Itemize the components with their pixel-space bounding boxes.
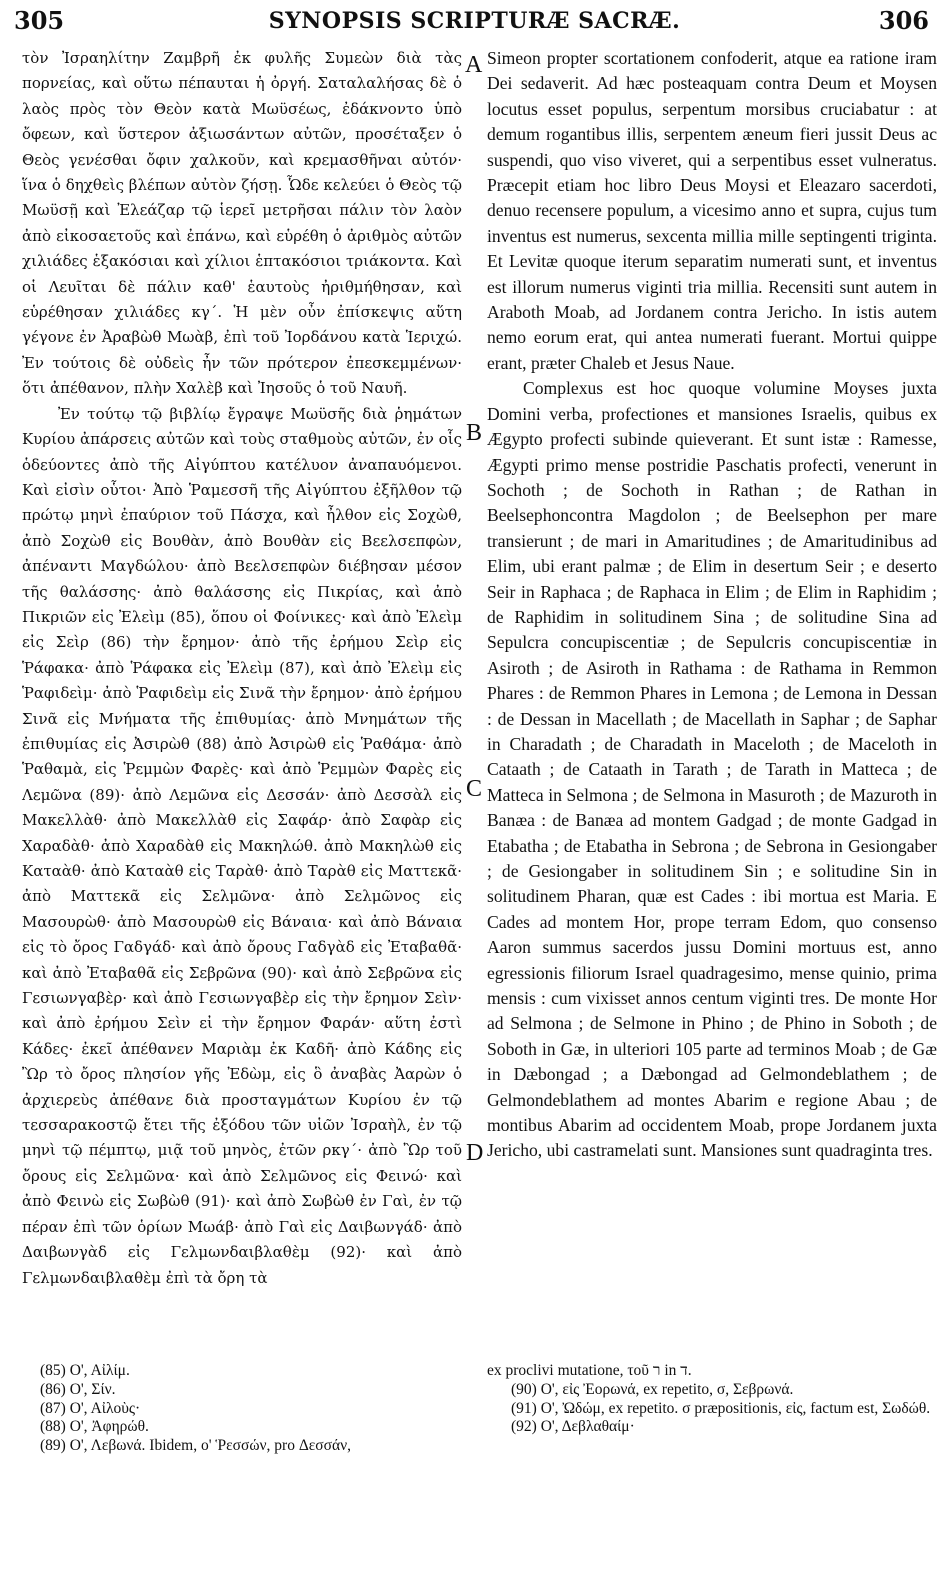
page-header — [0, 0, 949, 48]
greek-paragraph-2: Ἐν τούτῳ τῷ βιβλίῳ ἔγραψε Μωϋσῆς διὰ ῥημάτων Κυρίου ἀπάρσεις αὐτῶν καὶ τοὺς σταθμοὺς αὐτῶν, ἐν οἷς ὁδεύοντες ἀπὸ τῆς Αἰγύπτου κατέλυον ἀναπαυόμενοι. Καὶ εἰσὶν οὗτοι· Ἀπὸ Ῥαμεσσῆ τῆς Αἰγύπτου ἐξῆλθον τῷ πρώτῳ μηνὶ ἐπαύριον τοῦ Πάσχα, καὶ ἦλθον εἰς Σοχὼθ, ἀπὸ Σοχὼθ εἰς Βουθὰν, ἀπὸ Βουθὰν εἰς Βεελσεπφὼν, ἀπέναντι Μαγδώλου· ἀπὸ Βεελσεπφὼν διέβησαν μέσον τῆς θαλάσσης· ἀπὸ θαλάσσης εἰς Πικρίας, καὶ ἀπὸ Πικριῶν εἰς Ἐλεὶμ (85), ὅπου οἱ Φοίνικες· καὶ ἀπὸ Ἐλεὶμ εἰς Σεὶρ (86) τὴν ἔρημον· ἀπὸ τῆς ἐρήμου Σεὶρ εἰς Ῥάφακα· ἀπὸ Ῥάφακα εἰς Ἐλεὶμ (87), καὶ ἀπὸ Ἐλεὶμ εἰς Ῥαφιδεὶμ· ἀπὸ Ῥαφιδεὶμ εἰς Σινᾶ τὴν ἔρημον· ἀπὸ ἐρήμου Σινᾶ εἰς Μνήματα τῆς ἐπιθυμίας· ἀπὸ Μνημάτων τῆς ἐπιθυμίας εἰς Ἀσιρὼθ (88) ἀπὸ Ἀσιρὼθ εἰς Ῥαθάμα· ἀπὸ Ῥαθαμὰ, εἰς Ῥεμμὼν Φαρὲς· καὶ ἀπὸ Ῥεμμὼν Φαρὲς εἰς Λεμῶνα (89)· ἀπὸ Λεμῶνα εἰς Δεσσάν· ἀπὸ Δεσσὰλ εἰς Μακελλὰθ· ἀπὸ Μακελλὰθ εἰς Σαφάρ· ἀπὸ Σαφὰρ εἰς Χαραδὰθ· ἀπὸ Χαραδὰθ εἰς Μακηλώθ. ἀπὸ Μακηλὼθ εἰς Καταὰθ· ἀπὸ Καταὰθ εἰς Ταρὰθ· ἀπὸ Ταρὰθ εἰς Ματτεκᾶ· ἀπὸ Ματτεκᾶ εἰς Σελμῶνα· ἀπὸ Σελμῶνος εἰς Μασουρὼθ· ἀπὸ Μασουρὼθ εἰς Βάναια· καὶ ἀπὸ Βάναια εἰς τὸ ὄρος Γαδγάδ· καὶ ἀπὸ ὄρους Γαδγὰδ εἰς Ἐταβαθᾶ· καὶ ἀπὸ Ἐταβαθᾶ εἰς Σεβρῶνα (90)· καὶ ἀπὸ Σεβρῶνα εἰς Γεσιωνγαβὲρ· καὶ ἀπὸ Γεσιωνγαβὲρ εἰς τὴν ἔρημον Σεὶν· καὶ ἀπὸ ἐρήμου Σεὶν εἰ τὴν ἔρημον Φαράν· αὕτη ἐστὶ Κάδες· ἐκεῖ ἀπέθανεν Μαριὰμ ἐκ Καδῆ· ἀπὸ Κάδης εἰς Ὢρ τὸ ὄρος πλησίον γῆς Ἐδὼμ, εἰς ὃ ἀναβὰς Ἀαρὼν ὁ ἀρχιερεὺς ἀπέθανε διὰ προσταγμάτων Κυρίου ἐν τῷ τεσσαρακοστῷ ἔτει τῆς ἐξόδου τῶν υἱῶν Ἰσραὴλ, ἐν τῷ μηνὶ τῷ πέμπτῳ, μιᾷ τοῦ μηνὸς, ἐτῶν ρκγ΄· ἀπὸ Ὢρ τοῦ ὄρους εἰς Σελμῶνα· καὶ ἀπὸ Σελμῶνος εἰς Φεινώ· καὶ ἀπὸ Φεινὼ εἰς Σωβὼθ (91)· καὶ ἀπὸ Σωβὼθ ἐν Γαὶ, ἐν τῷ πέραν ἐπὶ τῶν ὁρίων Μωάβ· ἀπὸ Γαὶ εἰς Δαιβωνγάδ· ἀπὸ Δαιβωνγὰδ εἰς Γελμωνδαιβλαθὲμ (92)· καὶ ἀπὸ Γελμωνδαιβλαθὲμ ἐπὶ τὰ ὄρη τὰ — [22, 404, 462, 1287]
latin-paragraph-2: Complexus est hoc quoque volumine Moyses juxta Domini verba, profectiones et mansiones Israelis, quibus ex Ægypto profecti subinde quieverant. Et sunt istæ : Ramesse, Ægypti primo mense postridie Paschatis profecti, venerunt in Sochoth ; de Sochoth in Rathan ; de Rathan in Beelsephoncontra Magdolon ; de Beelsephon per mare transierunt ; de mari in Amaritudines ; de Amaritudinibus ad Elim, ubi erant palmæ ; de Elim in desertum Seir ; e deserto Seir in Raphaca ; de Raphaca in Elim ; de Elim in Raphidim ; de Raphidim in solitudinem Sina ; de solitudine Sina ad Sepulcra concupiscentiæ ; de Sepulcris concupiscentiæ in Asiroth ; de Asiroth in Rathama : de Rathama in Remmon Phares : de Remmon Phares in Lemona ; de Lemona in Dessan : de Dessan in Macellath ; de Macellath in Saphar ; de Saphar in Charadath ; de Charadath in Maceloth ; de Maceloth in Cataath ; de Cataath in Tarath ; de Tarath in Matteca ; de Matteca in Selmona ; de Selmona in Masuroth ; de Mazuroth in Banæa : de Banæa ad montem Gadgad ; de monte Gadgad in Etabatha ; de Etabatha in Sebrona ; de Sebrona in Gesiongaber ; de Gesiongaber in solitudinem Sin ; e solitudine Sin in solitudinem Pharan, quæ est Cades : ibi mortua est Maria. E Cades ad montem Hor, prope terram Edom, quo consenso Aaron summus sacerdos jussu Domini mortuus est, anno egressionis filiorum Israel quadragesimo, mense quinio, prima mensis : cum vixisset annos centum viginti tres. De monte Hor ad Selmona ; de Selmone in Phino ; de Phino in Soboth ; de Soboth in Gæ, in ulteriori 105 parte ad terminos Moab ; de Gæ in Dæbongad ; a Dæbongad ad Gelmondeblathem ; de Gelmondeblathem ad montes Abarim e regione Abau ; de montibus Abarim ad occidentem Moab, prope Jordanem juxta Jericho, ubi castramelati sunt. Mansiones sunt quadraginta tres. — [487, 378, 937, 1161]
footnote-89: (89) Ο', Λεβωνά. Ibidem, ο' Ῥεσσών, pro Δεσσάν, — [40, 1437, 352, 1455]
footnote-89-continued: ex proclivi mutatione, τοῦ ר in ד. — [487, 1362, 692, 1379]
latin-column — [487, 46, 937, 1164]
margin-marker-c: C — [466, 776, 483, 802]
greek-paragraph-1: τὸν Ἰσραηλίτην Ζαμβρῆ ἐκ φυλῆς Συμεὼν διὰ τὰς πορνείας, καὶ οὕτω πέπαυται ἡ ὀργή. Σαταλαλήσας δὲ ὁ λαὸς πρὸς τὸν Θεὸν κατὰ Μωϋσέως, ἐδάκνοντο ὑπὸ ὄφεων, καὶ ὕστερον ἀξιωσάντων αὐτῶν, προσέταξεν ὁ Θεὸς γενέσθαι ὄφιν χαλκοῦν, καὶ κρεμασθῆναι αὐτόν· ἵνα ὁ δηχθεὶς βλέπων αὐτὸν ζήσῃ. Ὧδε κελεύει ὁ Θεὸς τῷ Μωϋσῇ καὶ Ἐλεάζαρ τῷ ἱερεῖ μετρῆσαι πάλιν τὸν λαὸν ἀπὸ εἰκοσαετοῦς καὶ ἐπάνω, καὶ εὑρέθη ὁ ἀριθμὸς αὐτῶν χιλιάδες ἑξακόσιαι καὶ χίλιοι ἑπτακόσιοι τριάκοντα. Καὶ οἱ Λευῖται δὲ πάλιν καθ' ἑαυτοὺς ἠριθμήθησαν, καὶ εὑρέθησαν χιλιάδες κγ΄. Ἡ μὲν οὖν ἐπίσκεψις αὕτη γέγονε ἐν Ἀραβὼθ Μωὰβ, ἐπὶ τοῦ Ἰορδάνου κατὰ Ἱεριχώ. Ἐν τούτοις δὲ οὐδεὶς ἦν τῶν πρότερον ἐπεσκεμμένων· ὅτι ἀπέθανον, πλὴν Χαλὲβ καὶ Ἰησοῦς ὁ τοῦ Ναυῆ. — [22, 49, 462, 398]
greek-column — [22, 46, 462, 1291]
footnote-91: (91) Ο', Ὠδώμ, ex repetito. σ præpositionis, εἰς, factum est, Σωδώθ. — [511, 1399, 931, 1417]
footnote-92: (92) Ο', Δεβλαθαίμ· — [511, 1418, 635, 1436]
page-number-left: 305 — [14, 6, 65, 35]
margin-marker-b: B — [466, 420, 483, 446]
latin-paragraph-1: Simeon propter scortationem confoderit, atque ea ratione iram Dei sedaverit. Ad hæc posteaquam contra Deum et Moysen locutus esset populus, serpentum morsibus cruciabatur : at demum rogantibus illis, serpentem æneum fieri jussit Deus ac suspendi, quo viso viveret, qui a serpentibus esset vulneratus. Præcepit etiam hoc libro Deus Moysi et Eleazaro sacerdoti, denuo recensere populum, a vicesimo anno et supra, cujus tum inventus est numerus, sexcenta millia mille septingenti triginta. Et Levitæ quoque iterum separatim numerati sunt, et inventus est illorum numerus viginti tria millia. Recensiti sunt autem in Araboth Moab, ad Jordanem contra Jericho. In istis autem nemo eorum erat, qui antea numerati fuerant. Mortui quippe erant, præter Chaleb et Jesus Naue. — [487, 48, 937, 373]
footnotes-right — [487, 1362, 937, 1437]
margin-marker-a: A — [465, 52, 483, 78]
footnote-85: (85) Ο', Αἰλίμ. — [40, 1362, 130, 1379]
footnote-90: (90) Ο', εἰς Ἐορωνά, ex repetito, σ, Σεβρωνά. — [511, 1380, 794, 1398]
footnotes-left — [40, 1362, 470, 1456]
running-title: SYNOPSIS SCRIPTURÆ SACRÆ. — [268, 8, 681, 34]
footnote-86: (86) Ο', Σίν. — [40, 1380, 116, 1398]
footnote-88: (88) Ο', Ἀφηρώθ. — [40, 1418, 149, 1436]
footnote-87: (87) Ο', Αἰλοὺς· — [40, 1399, 141, 1417]
margin-marker-d: D — [466, 1140, 484, 1166]
page-number-right: 306 — [878, 6, 929, 35]
